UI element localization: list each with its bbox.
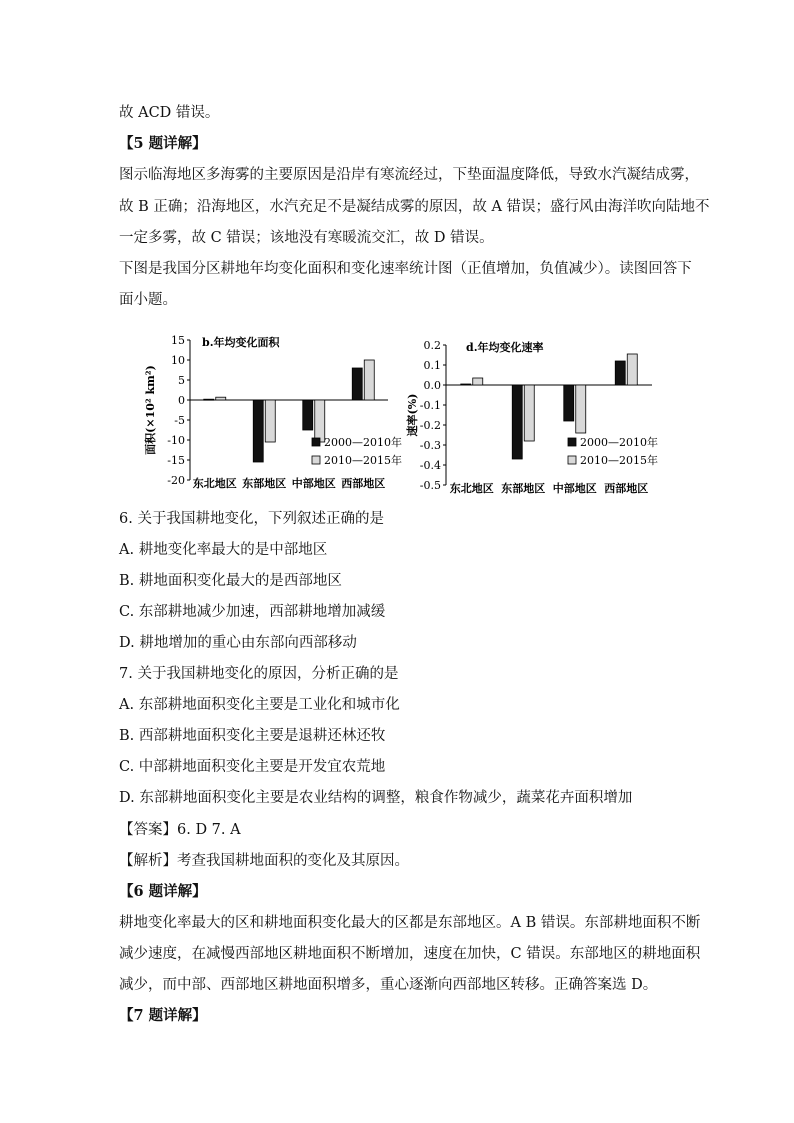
text-line: 减少，而中部、西部地区耕地面积增多，重心逐渐向西部地区转移。正确答案选 D。 xyxy=(119,977,658,993)
bar-series1 xyxy=(303,400,313,430)
bar-series1 xyxy=(253,400,263,462)
y-tick-label: 0 xyxy=(178,394,185,407)
y-tick-label: 15 xyxy=(171,334,185,347)
y-tick-label: 10 xyxy=(171,354,185,367)
bar-series1 xyxy=(512,385,522,459)
category-label: 东部地区 xyxy=(501,482,546,494)
option-6c: C. 东部耕地减少加速，西部耕地增加减缓 xyxy=(119,604,386,620)
bar-series1 xyxy=(352,368,362,400)
text-line: 下图是我国分区耕地年均变化面积和变化速率统计图（正值增加，负值减少）。读图回答下 xyxy=(119,261,692,277)
y-tick-label: 0.2 xyxy=(423,339,441,352)
analysis-line: 【解析】考查我国耕地面积的变化及其原因。 xyxy=(119,853,409,869)
text-line: 减少速度，在减慢西部地区耕地面积不断增加，速度在加快，C 错误。东部地区的耕地面积 xyxy=(119,946,701,962)
legend-swatch xyxy=(312,456,320,464)
category-label: 西部地区 xyxy=(604,482,649,494)
option-7c: C. 中部耕地面积变化主要是开发宜农荒地 xyxy=(119,759,386,775)
option-6d: D. 耕地增加的重心由东部向西部移动 xyxy=(119,635,357,651)
text-line: 故 B 正确；沿海地区，水汽充足不是凝结成雾的原因，故 A 错误；盛行风由海洋吹向陆地不 xyxy=(119,199,710,215)
bar-series2 xyxy=(216,397,226,400)
y-tick-label: 0.0 xyxy=(423,379,441,392)
bar-series1 xyxy=(564,385,574,421)
bar-series2 xyxy=(576,385,586,433)
chart-title: d.年均变化速率 xyxy=(466,341,544,354)
y-tick-label: -0.3 xyxy=(419,439,441,452)
bar-series2 xyxy=(473,378,483,385)
bar-series1 xyxy=(461,384,471,385)
section-heading: 【6 题详解】 xyxy=(119,883,207,900)
y-tick-label: -0.5 xyxy=(419,479,441,492)
category-label: 东北地区 xyxy=(449,482,494,494)
y-tick-label: -20 xyxy=(167,474,185,487)
legend-label: 2010—2015年 xyxy=(324,454,402,467)
option-7a: A. 东部耕地面积变化主要是工业化和城市化 xyxy=(119,697,400,713)
option-7b: B. 西部耕地面积变化主要是退耕还林还牧 xyxy=(119,728,386,744)
y-tick-label: -15 xyxy=(167,454,185,467)
question-7: 7. 关于我国耕地变化的原因，分析正确的是 xyxy=(119,666,399,682)
bar-series1 xyxy=(204,399,214,400)
bar-series2 xyxy=(364,360,374,400)
category-label: 中部地区 xyxy=(552,482,597,494)
charts-svg xyxy=(140,328,660,494)
charts-figure xyxy=(140,328,660,494)
category-label: 西部地区 xyxy=(341,477,386,490)
text-line: 一定多雾，故 C 错误；该地没有寒暖流交汇，故 D 错误。 xyxy=(119,230,494,246)
legend-swatch xyxy=(568,438,576,446)
y-axis-label: 速率(%) xyxy=(406,393,419,437)
bar-series1 xyxy=(615,361,625,385)
section-heading: 【7 题详解】 xyxy=(119,1007,207,1024)
y-tick-label: -5 xyxy=(174,414,185,427)
chart-title: b.年均变化面积 xyxy=(202,336,280,349)
legend-label: 2010—2015年 xyxy=(580,454,658,467)
category-label: 东北地区 xyxy=(192,477,237,490)
text-line: 耕地变化率最大的区和耕地面积变化最大的区都是东部地区。A B 错误。东部耕地面积不断 xyxy=(119,915,701,931)
category-label: 中部地区 xyxy=(291,477,336,490)
option-6b: B. 耕地面积变化最大的是西部地区 xyxy=(119,573,342,589)
option-7d: D. 东部耕地面积变化主要是农业结构的调整，粮食作物减少，蔬菜花卉面积增加 xyxy=(119,790,633,806)
text-line: 图示临海地区多海雾的主要原因是沿岸有寒流经过，下垫面温度降低，导致水汽凝结成雾， xyxy=(119,167,699,183)
bar-series2 xyxy=(524,385,534,441)
bar-series2 xyxy=(265,400,275,442)
section-heading: 【5 题详解】 xyxy=(119,135,207,152)
legend-label: 2000—2010年 xyxy=(580,436,658,449)
y-tick-label: -0.2 xyxy=(419,419,441,432)
answer-line: 【答案】6. D 7. A xyxy=(119,822,241,838)
y-tick-label: -0.1 xyxy=(419,399,441,412)
y-tick-label: -10 xyxy=(167,434,185,447)
y-tick-label: 5 xyxy=(178,374,185,387)
legend-label: 2000—2010年 xyxy=(324,436,402,449)
y-tick-label: -0.4 xyxy=(419,459,441,472)
question-6: 6. 关于我国耕地变化，下列叙述正确的是 xyxy=(119,511,384,527)
text-line: 面小题。 xyxy=(119,292,177,308)
legend-swatch xyxy=(568,456,576,464)
text-line: 故 ACD 错误。 xyxy=(119,105,220,121)
category-label: 东部地区 xyxy=(242,477,287,490)
legend-swatch xyxy=(312,438,320,446)
y-axis-label: 面积(×10² km²) xyxy=(144,365,157,455)
bar-series2 xyxy=(627,354,637,385)
y-tick-label: 0.1 xyxy=(423,359,441,372)
option-6a: A. 耕地变化率最大的是中部地区 xyxy=(119,542,328,558)
